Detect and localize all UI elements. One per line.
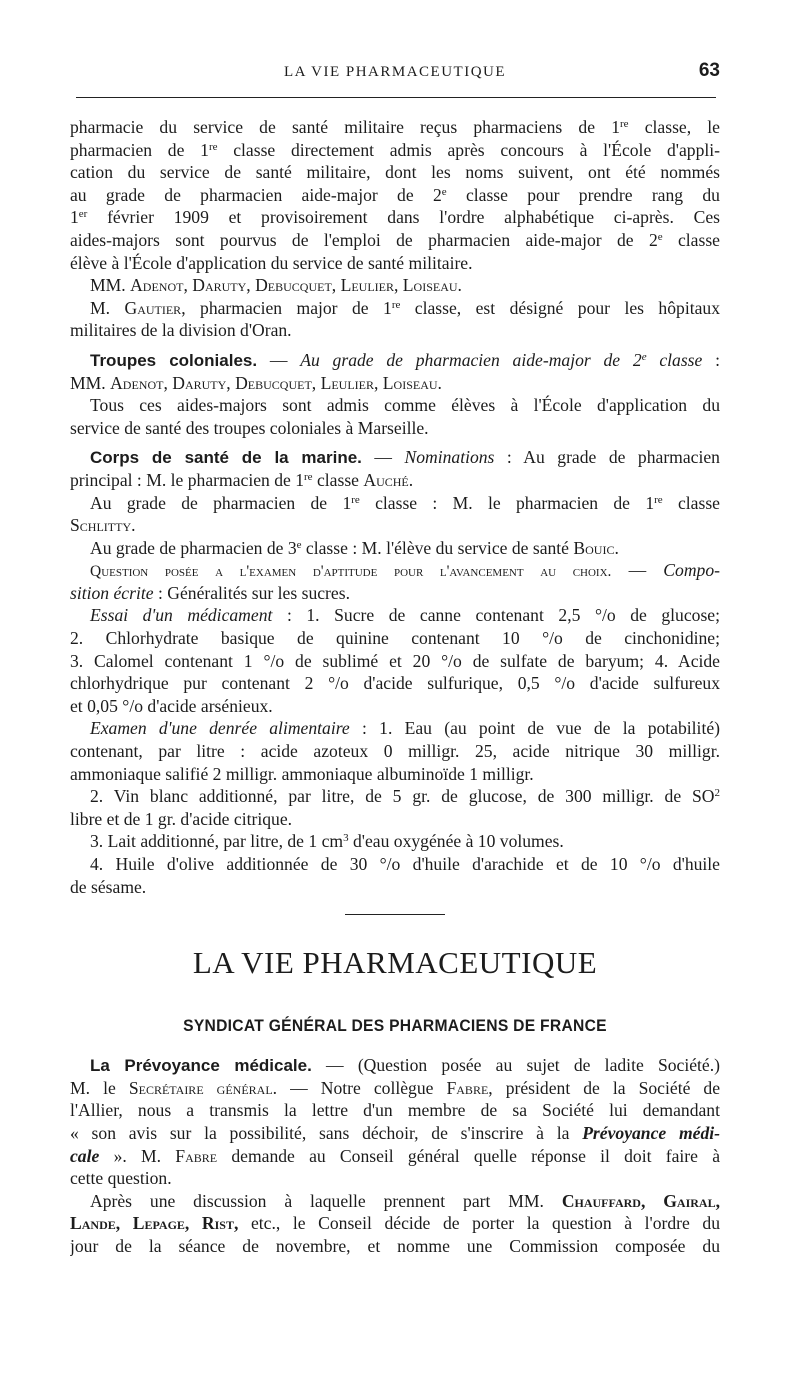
text-fragment: « son avis sur la possibilité, sans déchoir, de s'inscrire à la xyxy=(70,1122,570,1143)
text-line xyxy=(70,604,720,627)
text-line xyxy=(70,537,720,560)
text-line xyxy=(70,1145,720,1168)
text-line: élève à l'École d'application du service de santé militaire. xyxy=(70,252,473,273)
text-fragment: : Généralités sur les sucres. xyxy=(157,582,350,603)
text-line: cation du service de santé militaire, dont les noms suivent, ont été nommés xyxy=(70,162,720,183)
text-line: 4. Huile d'olive additionnée de 30 °/o d'huile d'arachide et de 10 °/o d'huile xyxy=(90,854,720,874)
header-rule xyxy=(76,97,716,98)
text-fragment: ». M. xyxy=(113,1145,162,1166)
text-fragment: : 1. Sucre de canne contenant 2,5 °/o de glucose; xyxy=(286,605,720,626)
person-title: Secrétaire général. xyxy=(128,1077,278,1098)
section-separator xyxy=(345,914,445,915)
text-line: libre et de 1 gr. d'acide citrique. xyxy=(70,808,293,829)
prevoyance-heading: La Prévoyance médicale. xyxy=(90,1056,312,1076)
person-name: Bouic. xyxy=(573,537,619,558)
text-line xyxy=(70,582,720,605)
italic-phrase: Au grade de pharmacien aide-major de 2e classe xyxy=(300,349,703,370)
marine-heading: Corps de santé de la marine. xyxy=(90,448,362,468)
text-line xyxy=(70,1077,720,1100)
troupes-heading: Troupes coloniales. xyxy=(90,350,258,370)
text-fragment: Au grade de pharmacien de 3e classe : M. l'élève du service de santé xyxy=(90,537,569,558)
text-line xyxy=(70,1054,720,1077)
text-line xyxy=(70,1212,720,1235)
text-line: pharmacie du service de santé militaire reçus pharmaciens de 1re classe, le xyxy=(70,117,720,137)
text-fragment: : 1. Eau (au point de vue de la potabilité) xyxy=(362,718,720,739)
italic-phrase: Prévoyance médi- xyxy=(582,1122,720,1143)
page-number: 63 xyxy=(698,60,720,81)
names-list: Adenot, Daruty, Debucquet, Leulier, Loiseau. xyxy=(130,275,462,296)
names-list: Lande, Lepage, Rist, xyxy=(70,1213,239,1234)
text-line: pharmacien de 1re classe directement admis après concours à l'École d'appli- xyxy=(70,139,720,160)
text-line: ammoniaque salifié 2 milligr. ammoniaque albuminoïde 1 milligr. xyxy=(70,763,534,784)
text-fragment: , pharmacien major de 1re classe, est désigné pour les hôpitaux xyxy=(181,297,720,318)
text-line: l'Allier, nous a transmis la lettre d'un membre de sa Société lui demandant xyxy=(70,1100,720,1121)
running-title: LA VIE PHARMACEUTIQUE xyxy=(283,64,507,80)
question-heading: Question posée a l'examen d'aptitude pour l'avancement au choix. xyxy=(90,563,612,581)
text-line: Tous ces aides-majors sont admis comme élèves à l'École d'application du xyxy=(90,395,720,416)
italic-phrase: sition écrite xyxy=(70,582,154,603)
body-text xyxy=(70,116,720,1258)
text-line xyxy=(70,1122,720,1145)
text-fragment: demande au Conseil général quelle réponse il doit faire à xyxy=(231,1145,720,1166)
text-line: 3. Calomel contenant 1 °/o de sublimé et 20 °/o de sulfate de baryum; 4. Acide xyxy=(70,650,720,671)
text-line xyxy=(70,1190,720,1213)
italic-phrase: Essai d'un médicament xyxy=(90,605,273,626)
text-line: au grade de pharmacien aide-major de 2e classe pour prendre rang du xyxy=(70,184,720,205)
text-fragment: : Au grade de pharmacien xyxy=(506,447,720,468)
dash: — xyxy=(374,447,392,468)
text-line xyxy=(70,469,720,492)
dash: — xyxy=(628,560,647,581)
text-fragment: M. le xyxy=(70,1077,116,1098)
person-name: Gautier xyxy=(124,297,182,318)
text-fragment: — (Question posée au sujet de ladite Société.) xyxy=(326,1055,720,1076)
names-line xyxy=(70,274,720,297)
names-list: Chauffard, Gairal, xyxy=(561,1190,720,1211)
text-fragment: — Notre collègue xyxy=(290,1077,434,1098)
person-name: Fabre xyxy=(175,1145,218,1166)
section-heading-line xyxy=(70,446,720,469)
running-header xyxy=(70,58,720,86)
text-line: service de santé des troupes coloniales à Marseille. xyxy=(70,417,429,438)
section-title: LA VIE PHARMACEUTIQUE xyxy=(192,945,598,981)
mm-label: MM. xyxy=(90,275,126,296)
italic-phrase: Examen d'une denrée alimentaire xyxy=(90,718,350,739)
text-line: aides-majors sont pourvus de l'emploi de pharmacien aide-major de 2e classe xyxy=(70,229,720,250)
text-line: de sésame. xyxy=(70,876,147,897)
text-fragment: etc., le Conseil décide de porter la question à l'ordre du xyxy=(250,1213,720,1234)
text-line: 1er février 1909 et provisoirement dans l'ordre alphabétique ci-après. Ces xyxy=(70,207,720,228)
text-line: chlorhydrique pur contenant 2 °/o d'acide sulfurique, 0,5 °/o d'acide sulfureux xyxy=(70,673,720,694)
m-label: M. xyxy=(90,297,111,318)
person-name: Schlitty. xyxy=(70,515,136,536)
italic-phrase: cale xyxy=(70,1145,100,1166)
text-line xyxy=(70,297,720,320)
italic-phrase: Nominations xyxy=(404,447,495,468)
mm-label: MM. xyxy=(70,372,106,393)
names-line xyxy=(70,372,720,395)
text-line: 2. Vin blanc additionné, par litre, de 5 gr. de glucose, de 300 milligr. de $SO^2$ xyxy=(90,786,720,807)
text-line: jour de la séance de novembre, et nomme une Commission composée du xyxy=(70,1235,720,1256)
text-line: cette question. xyxy=(70,1168,172,1189)
text-fragment: , président de la Société de xyxy=(488,1077,720,1098)
text-line: et 0,05 °/o d'acide arsénieux. xyxy=(70,695,273,716)
section-heading-line xyxy=(70,349,720,372)
text-line: 3. Lait additionné, par litre, de 1 $cm^3$ d'eau oxygénée à 10 volumes. xyxy=(90,831,564,852)
text-line: Au grade de pharmacien de 1re classe : M. le pharmacien de 1re classe xyxy=(90,492,720,513)
section-subtitle: SYNDICAT GÉNÉRAL DES PHARMACIENS DE FRANCE xyxy=(183,1016,607,1036)
person-name: Auché. xyxy=(363,469,414,490)
dash: — xyxy=(269,349,288,370)
text-line xyxy=(70,514,720,537)
text-fragment: Après une discussion à laquelle prennent part MM. xyxy=(90,1190,544,1211)
text-fragment: principal : M. le pharmacien de 1re classe xyxy=(70,469,359,490)
names-list: Adenot, Daruty, Debucquet, Leulier, Loiseau. xyxy=(110,372,442,393)
italic-phrase: Compo- xyxy=(663,560,720,581)
text-line xyxy=(70,717,720,740)
text-line: contenant, par litre : acide azoteux 0 milligr. 25, acide nitrique 30 milligr. xyxy=(70,741,720,762)
person-name: Fabre xyxy=(446,1077,489,1098)
text-line xyxy=(70,559,720,582)
text-line: 2. Chlorhydrate basique de quinine contenant 10 °/o de cinchonidine; xyxy=(70,628,720,649)
text-line: militaires de la division d'Oran. xyxy=(70,320,292,341)
colon: : xyxy=(715,349,720,370)
